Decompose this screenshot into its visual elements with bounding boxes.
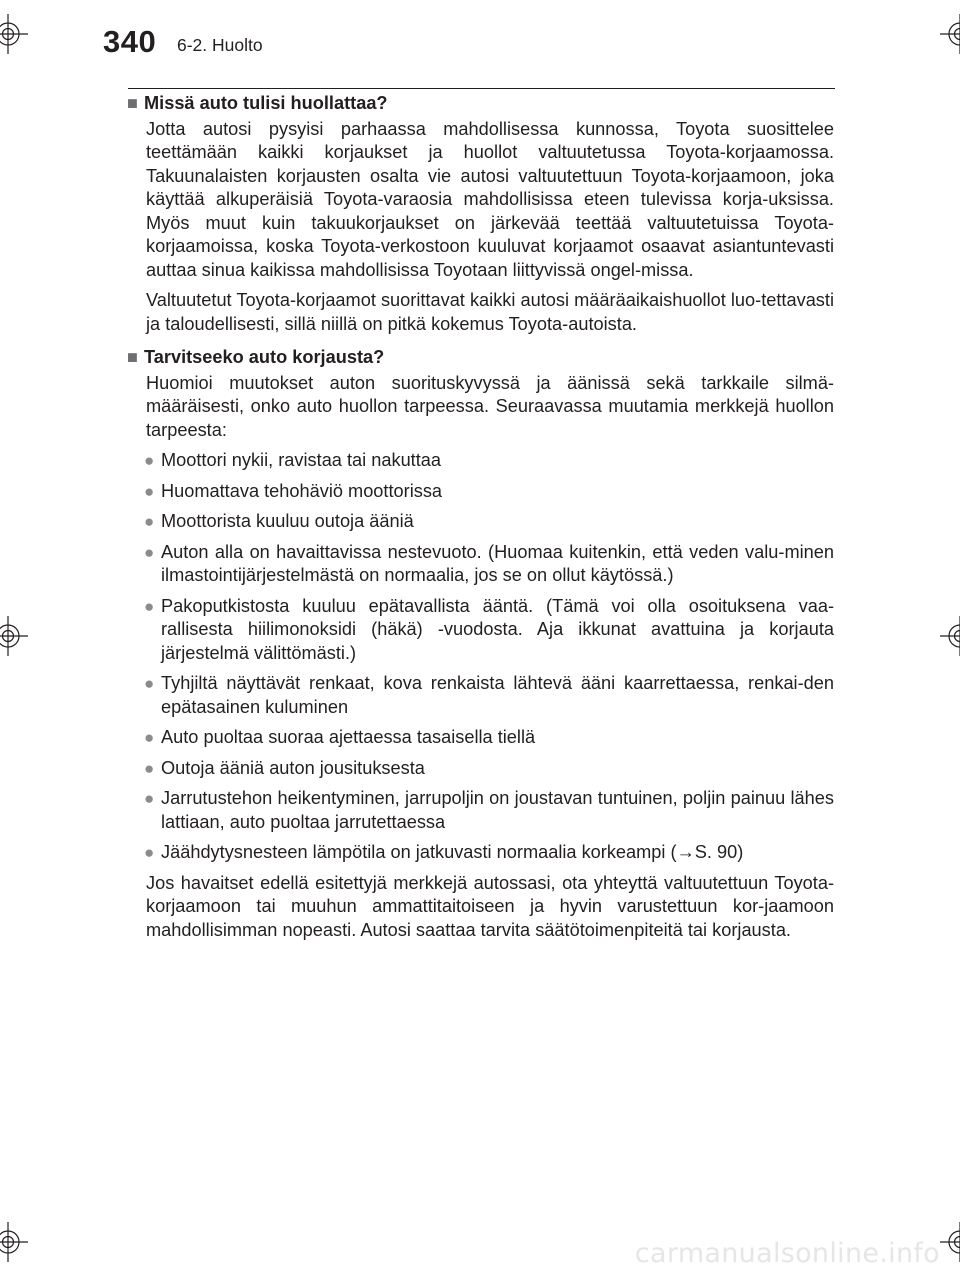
list-item	[144, 787, 834, 834]
square-bullet-icon: ■	[127, 347, 138, 367]
circle-bullet-icon: ●	[144, 481, 155, 501]
circle-bullet-icon: ●	[144, 843, 155, 862]
registration-mark-icon	[940, 14, 960, 54]
list-item-text: Huomattava tehohäviö moottorissa	[161, 480, 443, 501]
circle-bullet-icon: ●	[144, 512, 155, 531]
list-item	[144, 595, 834, 666]
list-item	[144, 726, 834, 750]
watermark: carmanualsonline.info	[634, 1238, 940, 1269]
list-item	[144, 480, 834, 504]
list-item-text: Jarrutustehon heikentyminen, jarrupoljin on joustavan tuntuinen, poljin painuu lähes lattiaan, auto puoltaa jarrutettaessa	[161, 788, 834, 832]
list-item-text: Jäähdytysnesteen lämpötila on jatkuvasti normaalia korkeampi (→S. 90)	[161, 842, 744, 862]
page-content	[127, 92, 834, 949]
circle-bullet-icon: ●	[144, 789, 155, 808]
registration-mark-icon	[940, 1222, 960, 1262]
registration-mark-icon	[940, 616, 960, 656]
list-item-text: Outoja ääniä auton jousituksesta	[161, 757, 425, 778]
list-item-text: Auton alla on havaittavissa nestevuoto. (Huomaa kuitenkin, että veden valu-minen ilmastointijärjestelmästä on normaalia, jos se on ollut käytössä.)	[161, 541, 834, 585]
header-divider	[128, 88, 835, 89]
list-item	[144, 841, 834, 865]
heading-text: Tarvitseeko auto korjausta?	[144, 347, 385, 367]
paragraph: Jos havaitset edellä esitettyjä merkkejä autossasi, ota yhteyttä valtuutettuun Toyota-korjaamoon tai muuhun ammattitaitoiseen ja hyvin varustettuun kor-jaamoon mahdollisimman nopeasti. Autosi saattaa tarvita säätötoimenpiteitä tai korjausta.	[146, 872, 834, 940]
circle-bullet-icon: ●	[144, 596, 155, 616]
paragraph: Valtuutetut Toyota-korjaamot suorittavat kaikki autosi määräaikaishuollot luo-tettavasti ja taloudellisesti, sillä niillä on pitkä kokemus Toyota-autoista.	[146, 290, 834, 334]
registration-mark-icon	[0, 1222, 28, 1262]
circle-bullet-icon: ●	[144, 728, 155, 747]
circle-bullet-icon: ●	[144, 542, 155, 562]
list-item-text: Tyhjiltä näyttävät renkaat, kova renkaista lähtevä ääni kaarrettaessa, renkai-den epätasainen kuluminen	[161, 673, 834, 717]
list-item	[144, 449, 834, 473]
section-title: 6-2. Huolto	[177, 35, 263, 55]
circle-bullet-icon: ●	[144, 758, 155, 778]
list-item-text: Moottori nykii, ravistaa tai nakuttaa	[161, 450, 442, 470]
registration-mark-icon	[0, 616, 28, 656]
list-item	[144, 541, 834, 588]
section-heading	[127, 346, 834, 370]
list-item-text: Moottorista kuuluu outoja ääniä	[161, 511, 414, 531]
list-item	[144, 757, 834, 781]
square-bullet-icon: ■	[127, 93, 138, 113]
list-item-text: Pakoputkistosta kuuluu epätavallista ääntä. (Tämä voi olla osoituksena vaa-rallisesta hiilimonoksidi (häkä) -vuodosta. Aja ikkunat avattuina ja korjauta järjestelmä välittömästi.)	[161, 595, 834, 663]
list-item-text: Auto puoltaa suoraa ajettaessa tasaisella tiellä	[161, 727, 536, 747]
circle-bullet-icon: ●	[144, 451, 155, 470]
registration-mark-icon	[0, 14, 28, 54]
list-item	[144, 510, 834, 534]
page-number: 340	[103, 24, 157, 59]
paragraph: Huomioi muutokset auton suorituskyvyssä ja äänissä sekä tarkkaile silmä-määräisesti, onko auto huollon tarpeessa. Seuraavassa muutamia merkkejä huollon tarpeesta:	[146, 372, 834, 440]
heading-text: Missä auto tulisi huollattaa?	[144, 93, 388, 113]
section-heading	[127, 92, 834, 116]
paragraph: Jotta autosi pysyisi parhaassa mahdollisessa kunnossa, Toyota suosittelee teettämään kaikki korjaukset ja huollot valtuutetussa Toyota-korjaamossa. Takuunalaisten korjausten osalta vie autosi valtuutettuun Toyota-korjaamoon, joka käyttää alkuperäisiä Toyota-varaosia mahdollisissa eteen tulevissa korja-uksissa. Myös muut kuin takuukorjaukset on järkevää teettää valtuutetuissa Toyota-korjaamoissa, koska Toyota-verkostoon kuuluvat korjaamot osaavat asiantuntevasti auttaa sinua kaikissa mahdollisissa Toyotaan liittyvissä ongel-missa.	[146, 118, 834, 280]
list-item	[144, 672, 834, 719]
circle-bullet-icon: ●	[144, 674, 155, 693]
